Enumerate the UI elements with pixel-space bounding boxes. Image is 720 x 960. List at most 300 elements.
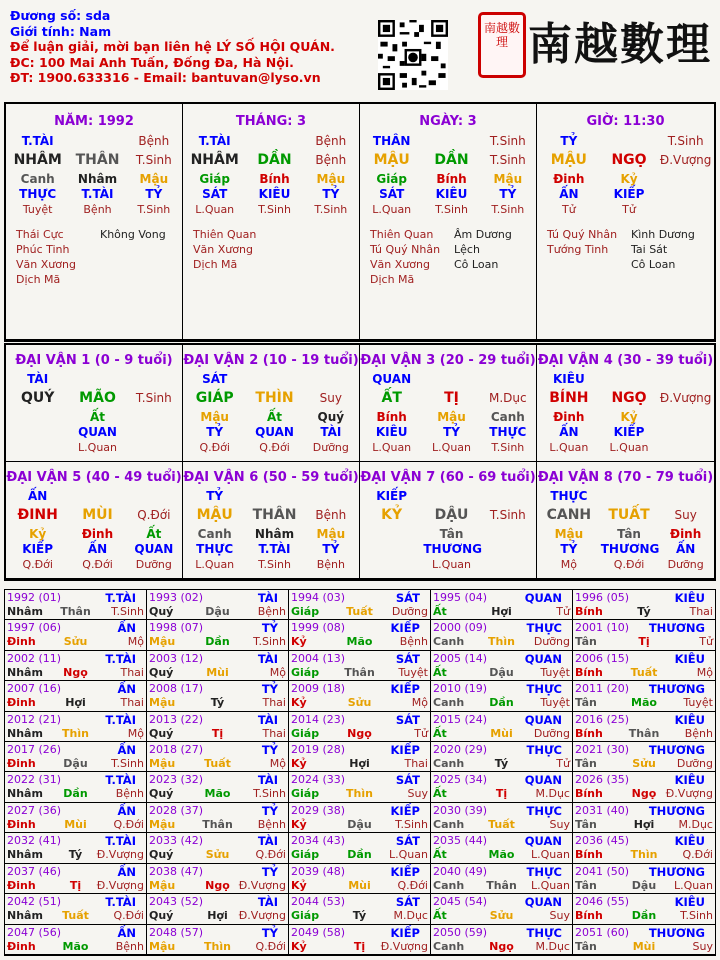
year-label: 2012 (21) (7, 712, 62, 726)
hidden-god: ẤN (675, 542, 696, 556)
dai-van-title: ĐẠI VẬN 1 (0 - 9 tuổi) (15, 353, 173, 368)
year-god: ẤN (117, 925, 136, 940)
year-cell (431, 772, 573, 802)
year-stage: Tuyệt (540, 665, 570, 679)
year-stage: Tuyệt (683, 696, 713, 710)
year-branch: Thân (628, 726, 660, 740)
year-god: KIẾP (390, 621, 420, 636)
year-stem: Kỷ (291, 757, 307, 771)
year-label: 2022 (31) (7, 773, 62, 787)
hidden-god: ẤN (87, 542, 108, 556)
hidden-stem (657, 172, 714, 187)
year-branch: Dần (347, 848, 372, 862)
address-line: ĐC: 100 Mai Anh Tuấn, Đống Đa, Hà Nội. (10, 54, 294, 70)
heavenly-stem: MẬU (373, 152, 410, 168)
year-branch: Mão (631, 696, 657, 710)
year-cell (5, 712, 147, 742)
year-branch: Sửu (489, 909, 514, 923)
year-branch: Mão (62, 939, 89, 953)
year-stem: Bính (575, 787, 603, 801)
pillar-blank (601, 134, 658, 149)
year-stem: Bính (575, 909, 603, 923)
dai-van-branch: MÃO (79, 390, 116, 406)
year-stem: Đinh (7, 878, 36, 892)
star-name: Thái Cực (16, 228, 64, 241)
year-branch: Tị (495, 787, 508, 801)
year-god: KIÊU (674, 895, 705, 910)
year-branch: Tý (210, 696, 225, 710)
hidden-god: TỶ (443, 425, 460, 439)
star-name: Âm Dương Lệch (454, 228, 512, 256)
dai-van-title: ĐẠI VẬN 4 (30 - 39 tuổi) (537, 353, 714, 368)
year-god: THƯƠNG (648, 864, 705, 879)
year-stage: L.Quan (674, 878, 713, 892)
year-stage: Đ.Vượng (96, 878, 144, 892)
dai-van-god: KIÊU (553, 372, 585, 386)
year-branch: Dần (205, 635, 230, 649)
life-stage: T.Sinh (435, 203, 468, 216)
year-label: 2003 (12) (149, 651, 204, 665)
year-label: 2014 (23) (291, 712, 346, 726)
year-stage: Đ.Vượng (238, 878, 286, 892)
qr-code-icon (378, 20, 448, 90)
year-stem: Tân (575, 757, 597, 771)
hidden-stem: Ất (267, 410, 283, 424)
year-branch: Sửu (632, 757, 656, 771)
year-stem: Giáp (291, 909, 320, 923)
year-stem: Ất (433, 848, 447, 862)
dai-van-stage: Q.Đới (137, 508, 171, 522)
year-label: 2044 (53) (291, 895, 346, 909)
year-god: THƯƠNG (648, 803, 705, 818)
hidden-stem: Canh (490, 410, 525, 424)
life-stage: Q.Đới (82, 558, 113, 571)
year-stem: Đinh (7, 635, 36, 649)
hidden-god: QUAN (134, 542, 174, 556)
stars-block (547, 227, 714, 272)
life-stage (480, 557, 536, 572)
year-stage: Suy (549, 817, 570, 831)
hidden-god: TỶ (322, 187, 340, 201)
year-stem: Kỷ (291, 696, 307, 710)
star-name: Dịch Mã (193, 258, 238, 271)
year-stage: Suy (692, 939, 713, 953)
pillar-cell (360, 104, 537, 340)
year-stage: Bệnh (257, 605, 286, 618)
hidden-god: THỰC (19, 187, 57, 201)
year-stem: Kỷ (291, 635, 307, 649)
star-name: Tướng Tinh (547, 243, 609, 256)
year-stage: Bệnh (684, 726, 713, 740)
hidden-stem: Quý (317, 410, 345, 424)
year-branch: Ngọ (631, 787, 657, 801)
year-branch: Ngọ (347, 726, 372, 740)
year-branch: Dần (63, 787, 88, 801)
hidden-god: THỰC (489, 425, 527, 439)
star-name: Không Vong (100, 228, 166, 241)
year-label: 2006 (15) (575, 651, 630, 665)
year-god: TỶ (261, 864, 278, 879)
dai-van-title: ĐẠI VẬN 6 (50 - 59 tuổi) (183, 470, 359, 485)
year-stage: T.Sinh (395, 817, 428, 831)
year-stage: Thai (689, 605, 713, 618)
star-name: Phúc Tinh (16, 243, 70, 256)
life-stage: Tử (562, 203, 576, 216)
year-stem: Tân (575, 939, 597, 953)
year-stage: Tử (414, 726, 428, 740)
year-god: ẤN (117, 864, 136, 879)
stars-column (454, 227, 534, 287)
year-god: QUAN (524, 591, 562, 605)
hidden-god: T.TÀI (258, 542, 291, 556)
year-stage: Q.Đới (255, 939, 286, 953)
year-stage: Dưỡng (533, 726, 570, 740)
year-stage: T.Sinh (680, 909, 713, 923)
four-pillars-grid (4, 102, 716, 342)
year-branch: Tị (353, 939, 366, 953)
hidden-stem (6, 410, 69, 425)
year-stage: Bệnh (115, 787, 144, 801)
year-stage: Bệnh (257, 817, 286, 831)
dai-van-cell (360, 345, 537, 462)
dai-van-branch: THÂN (252, 507, 297, 523)
year-stem: Nhâm (7, 726, 43, 740)
pillar-god: THÂN (372, 134, 411, 148)
year-stem: Kỷ (291, 817, 307, 831)
year-label: 2037 (46) (7, 864, 62, 878)
year-stem: Mậu (149, 817, 176, 831)
year-cell (431, 925, 573, 955)
year-stage: Đ.Vượng (96, 848, 144, 862)
hidden-stem: Mậu (200, 410, 229, 424)
year-stage: Tử (699, 635, 713, 649)
year-cell (5, 925, 147, 955)
hidden-stem: Canh (197, 527, 232, 541)
hidden-god: KIẾP (613, 187, 645, 201)
year-cell (573, 864, 715, 894)
dai-van-title: ĐẠI VẬN 2 (10 - 19 tuổi) (183, 353, 359, 368)
year-label: 2038 (47) (149, 864, 204, 878)
year-label: 2045 (54) (433, 895, 488, 909)
stars-block (16, 227, 182, 287)
year-label: 1998 (07) (149, 621, 204, 635)
year-stem: Quý (149, 787, 174, 801)
hidden-god: KIÊU (258, 187, 291, 201)
year-branch: Ngọ (489, 939, 514, 953)
year-stage: Đ.Vượng (380, 939, 428, 953)
dai-van-god: QUAN (372, 372, 412, 386)
year-stage: Mộ (696, 665, 713, 679)
hidden-stem: Đinh (553, 172, 585, 186)
year-stem: Mậu (149, 939, 176, 953)
year-stage: Suy (549, 909, 570, 923)
life-stage: L.Quan (549, 441, 589, 454)
year-stage: Thai (404, 757, 428, 771)
year-god: KIẾP (390, 864, 420, 879)
life-stage: Bệnh (83, 203, 112, 216)
year-god: THƯƠNG (648, 925, 705, 940)
year-branch: Dậu (63, 757, 88, 771)
year-branch: Thân (202, 817, 233, 831)
year-stem: Quý (149, 665, 174, 679)
year-stem: Giáp (291, 665, 320, 679)
year-cell (5, 681, 147, 711)
hidden-stem (657, 410, 714, 425)
year-god: QUAN (524, 773, 562, 788)
heavenly-stem: NHÂM (190, 152, 239, 168)
hidden-god: QUAN (78, 425, 117, 439)
dai-van-stem: ẤT (381, 390, 402, 406)
hidden-god (657, 187, 714, 202)
year-branch: Mùi (206, 665, 229, 679)
year-branch: Tý (352, 909, 367, 923)
year-label: 2050 (59) (433, 925, 488, 939)
year-stage: Bệnh (399, 635, 428, 649)
year-god: THỰC (526, 864, 562, 879)
hidden-stem: Bính (376, 410, 407, 424)
year-branch: Thìn (62, 726, 89, 740)
year-stem: Kỷ (291, 939, 307, 953)
life-stage (6, 440, 69, 455)
year-branch: Hợi (491, 605, 512, 618)
dai-van-branch: THÌN (255, 390, 294, 406)
year-cell (289, 590, 431, 620)
year-branch: Tị (211, 726, 224, 740)
year-stem: Tân (575, 878, 597, 892)
chart-header (10, 8, 335, 86)
year-god: THƯƠNG (648, 743, 705, 758)
year-stage: Mộ (127, 726, 144, 740)
year-god: KIÊU (674, 773, 705, 788)
year-god: T.TÀI (105, 895, 136, 910)
year-cell (147, 620, 289, 650)
year-stage: Thai (262, 726, 286, 740)
hidden-stem: Canh (20, 172, 55, 186)
year-god: TÀI (257, 895, 278, 910)
year-stage: M.Dục (535, 939, 570, 953)
year-label: 2001 (10) (575, 621, 630, 635)
year-branch: Mão (346, 635, 373, 649)
hidden-god: TỶ (560, 542, 578, 556)
star-name: Kình Dương (631, 228, 695, 241)
year-stage: Dưỡng (533, 635, 570, 649)
year-cell (147, 864, 289, 894)
hidden-stem: Mậu (139, 172, 169, 186)
heavenly-stem: NHÂM (13, 152, 62, 168)
hidden-god: THƯƠNG (600, 542, 660, 556)
year-label: 2015 (24) (433, 712, 488, 726)
subject-gender: Giới tính: Nam (10, 23, 112, 39)
year-stem: Ất (433, 665, 447, 679)
year-stem: Quý (149, 848, 174, 862)
dai-van-stage: Bệnh (315, 508, 347, 522)
year-cell (147, 590, 289, 620)
year-branch: Tuất (62, 909, 89, 923)
year-label: 2049 (58) (291, 925, 346, 939)
year-branch: Thìn (204, 939, 231, 953)
year-cell (147, 833, 289, 863)
dai-van-stem: ĐINH (17, 507, 58, 523)
year-branch: Thìn (488, 635, 515, 649)
year-god: THỰC (526, 621, 562, 636)
hidden-stem: Bính (436, 172, 467, 186)
year-cell (431, 651, 573, 681)
year-god: TỶ (261, 925, 278, 940)
yearly-luck-table (4, 589, 716, 956)
year-branch: Tuất (204, 757, 231, 771)
year-stage: M.Dục (535, 787, 570, 801)
earthly-branch: DẦN (434, 152, 469, 168)
hidden-stem: Ất (146, 527, 162, 541)
year-label: 2048 (57) (149, 925, 204, 939)
year-god: TỶ (261, 743, 278, 758)
year-label: 2024 (33) (291, 773, 346, 787)
life-stage: L.Quan (432, 558, 471, 571)
year-stage: M.Dục (393, 909, 428, 923)
star-name: Dịch Mã (370, 273, 415, 286)
hidden-stem: Ất (90, 410, 106, 424)
year-branch: Hợi (349, 757, 370, 771)
dai-van-cell (6, 462, 183, 579)
phone-email-line: ĐT: 1900.633316 - Email: bantuvan@lyso.vn (10, 70, 321, 85)
year-branch: Hợi (207, 909, 228, 923)
dai-van-stem: BÍNH (549, 390, 589, 406)
year-cell (5, 833, 147, 863)
year-cell (431, 894, 573, 924)
life-stage: L.Quan (195, 558, 235, 571)
dai-van-grid (4, 343, 716, 581)
hidden-stem: Đinh (81, 527, 114, 541)
year-branch: Mùi (632, 939, 656, 953)
year-cell (573, 803, 715, 833)
hidden-stem: Đinh (670, 527, 702, 541)
year-stage: Mộ (411, 696, 428, 710)
year-label: 2032 (41) (7, 834, 62, 848)
year-label: 1995 (04) (433, 591, 488, 604)
year-stage: Thai (120, 696, 144, 710)
year-cell (147, 712, 289, 742)
hidden-god (480, 542, 536, 557)
year-label: 2042 (51) (7, 895, 62, 909)
hidden-god: TỶ (206, 425, 224, 439)
brand-calligraphy: 南越數理 (528, 19, 712, 70)
year-cell (147, 772, 289, 802)
dai-van-cell (6, 345, 183, 462)
hidden-stem: Kỷ (29, 527, 47, 541)
year-stage: T.Sinh (253, 787, 286, 801)
year-label: 2019 (28) (291, 743, 346, 757)
hidden-stem: Mậu (554, 527, 584, 541)
dai-van-cell (537, 462, 714, 579)
dai-van-cell (360, 462, 537, 579)
year-branch: Thân (486, 878, 517, 892)
year-god: T.TÀI (105, 773, 136, 788)
hidden-god: KIÊU (435, 187, 468, 201)
year-label: 1999 (08) (291, 621, 346, 635)
star-name: Cô Loan (454, 258, 499, 271)
year-stem: Đinh (7, 939, 36, 953)
stars-column (193, 227, 273, 272)
branch-stage: T.Sinh (489, 153, 526, 167)
pillar-blank (69, 134, 125, 149)
year-stage: T.Sinh (111, 605, 144, 618)
hidden-god: SÁT (379, 187, 405, 201)
pillar-god: TỶ (560, 134, 578, 148)
year-label: 2004 (13) (291, 651, 346, 665)
year-god: KIẾP (390, 743, 420, 758)
dai-van-branch: MÙI (82, 507, 113, 523)
year-cell (147, 651, 289, 681)
year-stem: Canh (433, 757, 465, 771)
dai-van-god: THỰC (550, 489, 588, 503)
dai-van-god: ẤN (28, 489, 48, 503)
year-god: TỶ (261, 803, 278, 818)
life-stage: L.Quan (78, 441, 117, 454)
year-label: 1992 (01) (7, 591, 62, 604)
earthly-branch: THÂN (75, 152, 120, 168)
year-label: 2047 (56) (7, 925, 62, 939)
dai-van-branch: TỊ (444, 390, 459, 406)
year-god: SÁT (395, 773, 420, 788)
year-cell (147, 681, 289, 711)
life-stage: T.Sinh (491, 203, 525, 216)
year-stem: Đinh (7, 696, 36, 710)
year-god: QUAN (524, 895, 562, 910)
year-god: THỰC (526, 925, 562, 940)
year-stem: Ất (433, 726, 447, 740)
year-branch: Dậu (489, 665, 514, 679)
year-label: 2007 (16) (7, 682, 62, 696)
pillar-stage: Bệnh (315, 134, 347, 148)
year-stem: Quý (149, 605, 174, 618)
stars-column (631, 227, 711, 272)
year-branch: Ngọ (63, 665, 88, 679)
star-name: Thiên Quan (193, 228, 257, 241)
year-label: 2008 (17) (149, 682, 204, 696)
year-stem: Canh (433, 878, 465, 892)
pillar-stage: T.Sinh (489, 134, 526, 148)
dai-van-branch: NGỌ (611, 390, 647, 406)
hidden-stem: Kỷ (620, 410, 638, 424)
year-branch: Thân (60, 605, 91, 618)
life-stage: Dưỡng (312, 441, 349, 454)
year-branch: Thìn (630, 848, 658, 862)
year-stem: Nhâm (7, 787, 43, 801)
year-stem: Tân (575, 635, 597, 649)
hidden-god: ẤN (559, 425, 579, 439)
star-name: Dịch Mã (16, 273, 61, 286)
life-stage: Tử (622, 203, 636, 216)
dai-van-title: ĐẠI VẬN 5 (40 - 49 tuổi) (6, 470, 182, 485)
year-cell (5, 772, 147, 802)
year-god: TÀI (257, 834, 278, 849)
hidden-god: TÀI (320, 425, 342, 439)
year-god: QUAN (524, 651, 562, 666)
pillar-god: T.TÀI (21, 134, 54, 148)
year-branch: Hợi (65, 696, 86, 710)
year-stage: Dưỡng (391, 605, 428, 618)
year-stem: Canh (433, 939, 465, 953)
year-stage: Tuyệt (398, 665, 428, 679)
year-cell (573, 590, 715, 620)
year-cell (5, 651, 147, 681)
year-cell (431, 803, 573, 833)
dai-van-branch: TUẤT (608, 507, 650, 523)
year-god: KIẾP (390, 803, 420, 818)
year-branch: Mùi (64, 817, 87, 831)
hidden-god: TỶ (322, 542, 340, 556)
year-stage: Q.Đới (682, 848, 713, 862)
